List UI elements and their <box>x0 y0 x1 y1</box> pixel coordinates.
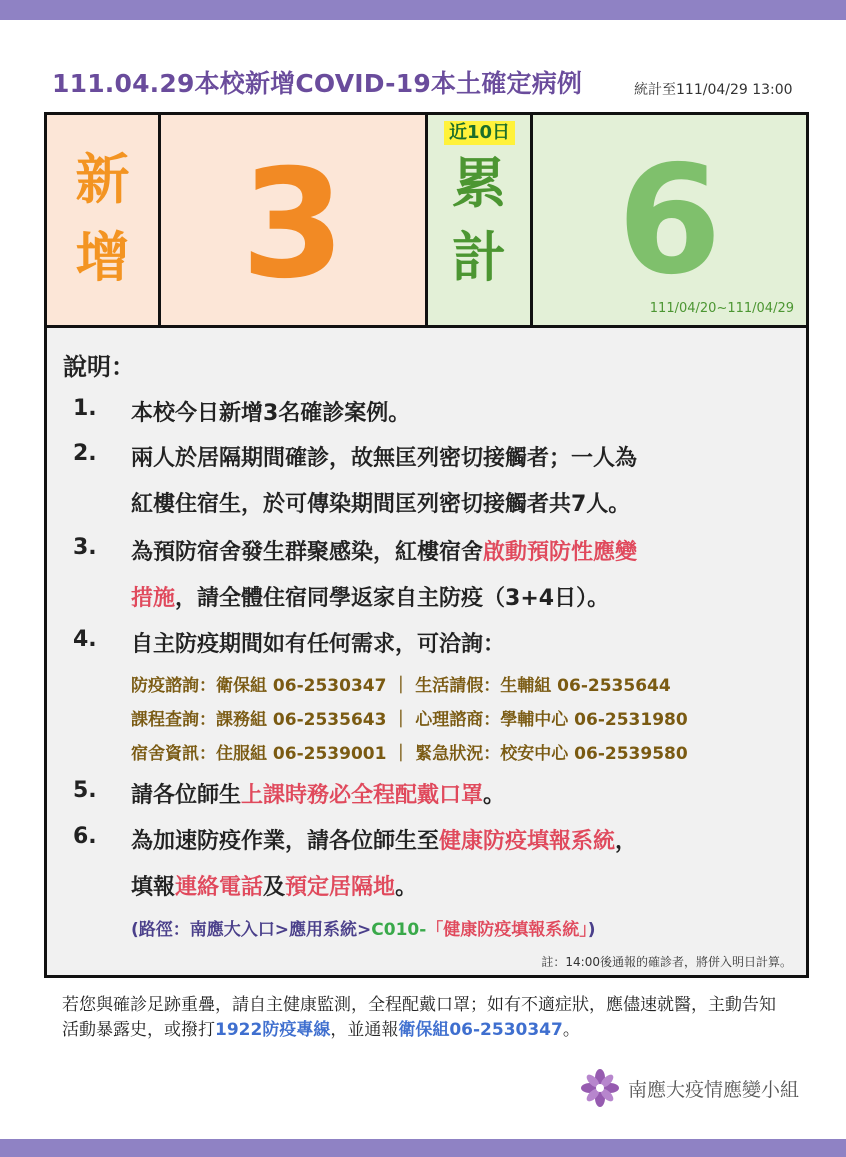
brand-block <box>580 1068 830 1108</box>
total-label-char-1: 累 <box>452 152 506 215</box>
item-text: 填報 <box>131 875 176 900</box>
new-label-char-1: 新 <box>75 148 130 211</box>
new-count-cell <box>161 115 428 328</box>
path-text-end: ) <box>587 920 596 940</box>
hotline-text: 1922防疫專線 <box>215 1020 331 1040</box>
footer-notice <box>62 993 792 1043</box>
total-count-cell <box>533 115 806 328</box>
highlight-text: 健康防疫填報系統 <box>439 829 616 854</box>
new-label-cell <box>47 115 161 328</box>
item-number: 1. <box>73 396 97 421</box>
contact-line: 防疫諮詢：衛保組 06-2530347 ｜ 生活請假：生輔組 06-2535644 <box>131 676 671 696</box>
item-text: 為加速防疫作業，請各位師生至 <box>131 829 440 854</box>
list-item-line <box>131 824 637 855</box>
total-count: 6 <box>617 134 722 308</box>
new-label-char-2: 增 <box>75 226 130 289</box>
item-number: 2. <box>73 441 97 466</box>
highlight-text: 措施 <box>131 586 176 611</box>
list-item: 自主防疫期間如有任何需求，可洽詢： <box>131 632 506 657</box>
item-text: ，請全體住宿同學返家自主防疫（3+4日）。 <box>175 586 610 611</box>
brand-name: 南應大疫情應變小組 <box>628 1079 800 1101</box>
total-label-cell <box>428 115 533 328</box>
highlight-text: 上課時務必全程配戴口罩 <box>241 783 484 808</box>
footer-text: ，並通報 <box>330 1020 399 1040</box>
contact-line: 課程查詢：課務組 06-2535643 ｜ 心理諮商：學輔中心 06-2531980 <box>131 710 688 730</box>
item-number: 3. <box>73 535 97 560</box>
list-item-line: 紅樓住宿生，於可傳染期間匡列密切接觸者共7人。 <box>131 492 631 517</box>
contact-line: 宿舍資訊：住服組 06-2539001 ｜ 緊急狀況：校安中心 06-2539580 <box>131 744 688 764</box>
item-text: 。 <box>395 875 418 900</box>
path-code: C010- <box>371 920 427 940</box>
path-system-name: 「健康防疫填報系統」 <box>426 920 588 940</box>
highlight-text: 連絡電話 <box>175 875 264 900</box>
item-number: 4. <box>73 627 97 652</box>
stat-time: 統計至111/04/29 13:00 <box>634 82 793 98</box>
bottom-color-band <box>0 1139 846 1157</box>
new-count: 3 <box>240 138 346 312</box>
health-unit-phone: 衛保組06-2530347 <box>398 1020 563 1040</box>
footer-text: 若您與確診足跡重疊，請自主健康監測，全程配戴口罩；如有不適症狀，應儘速就醫，主動告知活動暴露史，或撥打 <box>62 995 776 1040</box>
page-title: 111.04.29本校新增COVID-19本土確定病例 <box>52 69 583 98</box>
footer-text: 。 <box>562 1020 580 1040</box>
date-range: 111/04/20~111/04/29 <box>649 301 794 316</box>
item-text: 及 <box>263 875 286 900</box>
highlight-text: 預定居隔地 <box>285 875 396 900</box>
list-item-line: 兩人於居隔期間確診，故無匡列密切接觸者；一人為 <box>131 446 638 471</box>
list-item-line <box>131 870 417 901</box>
highlight-text: 啟動預防性應變 <box>483 540 638 565</box>
list-item <box>131 778 505 809</box>
info-panel <box>44 112 809 978</box>
list-item-line <box>131 535 637 566</box>
recent-days-badge: 近10日 <box>444 121 515 145</box>
footnote: 註：14:00後通報的確診者，將併入明日計算。 <box>541 955 792 969</box>
item-text: ， <box>615 829 638 854</box>
item-text: 。 <box>483 783 506 808</box>
path-text: (路徑：南應大入口>應用系統> <box>131 920 372 940</box>
system-path <box>131 915 596 940</box>
total-label-char-2: 計 <box>452 226 506 289</box>
flower-logo-icon <box>580 1068 620 1108</box>
item-text: 為預防宿舍發生群聚感染，紅樓宿舍 <box>131 540 484 565</box>
item-number: 6. <box>73 824 97 849</box>
list-item: 本校今日新增3名確診案例。 <box>131 401 411 426</box>
item-text: 請各位師生 <box>131 783 242 808</box>
list-item-line <box>131 581 609 612</box>
top-color-band <box>0 0 846 20</box>
item-number: 5. <box>73 778 97 803</box>
explanation-heading: 說明： <box>63 353 135 381</box>
